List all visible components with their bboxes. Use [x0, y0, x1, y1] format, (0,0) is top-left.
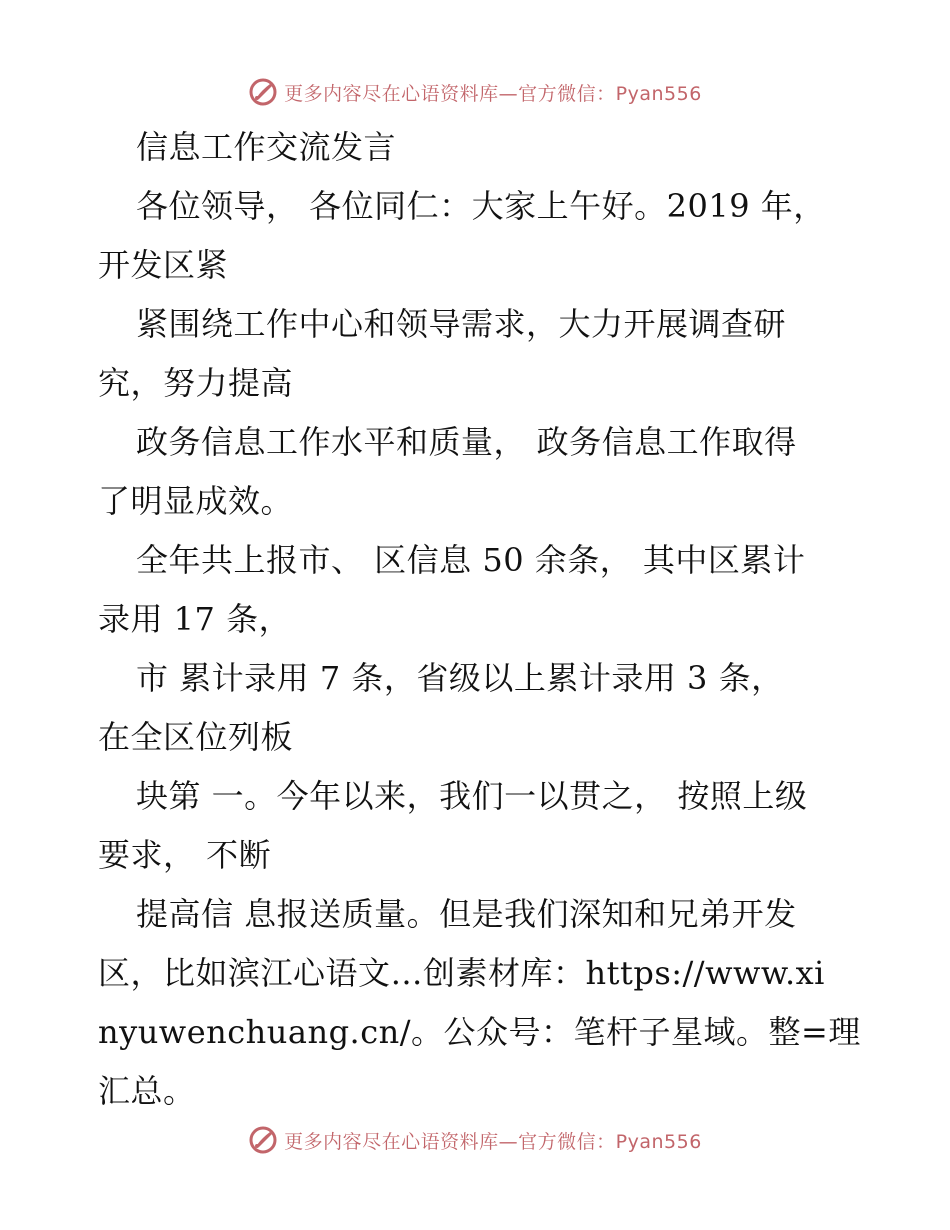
doc-line: 录用 17 条，: [98, 600, 292, 638]
doc-line: 提高信 息报送质量。但是我们深知和兄弟开发: [136, 895, 797, 933]
brush-pen-logo-icon: [248, 1125, 278, 1155]
doc-line: 信息工作交流发言: [136, 128, 397, 166]
doc-line: 汇总。: [98, 1072, 196, 1110]
doc-line: 全年共上报市、 区信息 50 余条， 其中区累计: [136, 541, 806, 579]
footer-watermark-text: 更多内容尽在心语资料库—官方微信：Pyan556: [284, 1130, 702, 1153]
header-watermark-text: 更多内容尽在心语资料库—官方微信：Pyan556: [284, 82, 702, 105]
doc-line: 了明显成效。: [98, 482, 294, 520]
doc-line: 块第 一。今年以来，我们一以贯之， 按照上级: [136, 777, 808, 815]
header-watermark-banner: [0, 72, 950, 112]
doc-line: 市 累计录用 7 条，省级以上累计录用 3 条，: [136, 659, 784, 697]
doc-line: 要求， 不断: [98, 836, 272, 874]
doc-line: 紧围绕工作中心和领导需求，大力开展调查研: [136, 305, 787, 343]
doc-line: 政务信息工作水平和质量， 政务信息工作取得: [136, 423, 797, 461]
footer-watermark-banner: [0, 1120, 950, 1160]
doc-line: nyuwenchuang.cn/。公众号：笔杆子星域。整=理: [98, 1013, 861, 1051]
doc-line: 区，比如滨江心语文…创素材库：https://www.xi: [98, 954, 825, 992]
doc-line: 各位领导， 各位同仁：大家上午好。2019 年，: [136, 187, 826, 225]
doc-line: 开发区紧: [98, 246, 229, 284]
brush-pen-logo-icon: [248, 77, 278, 107]
doc-line: 在全区位列板: [98, 718, 294, 756]
doc-line: 究，努力提高: [98, 364, 294, 402]
